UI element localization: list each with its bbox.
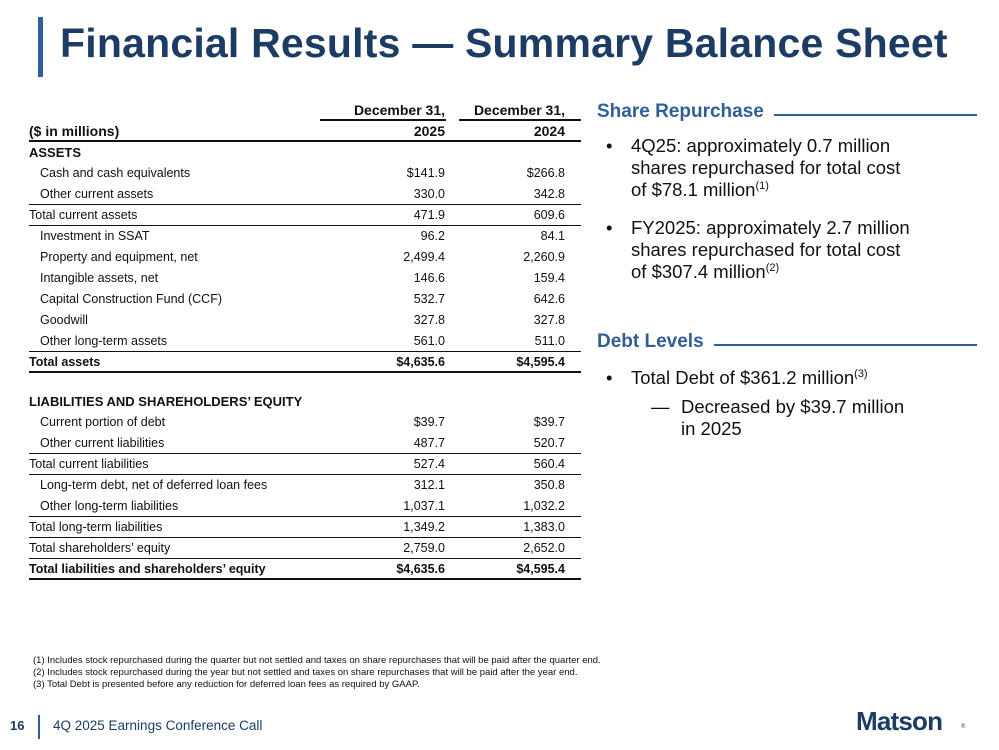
- bullet-line: shares repurchased for total cost: [631, 239, 901, 260]
- sub-bullet-line: in 2025: [681, 418, 742, 439]
- table-header-row-2: [29, 121, 581, 142]
- row-value-2025: 471.9: [413, 208, 445, 222]
- bullet-item: [597, 135, 982, 201]
- bullet-dot-icon: •: [606, 135, 613, 156]
- table-row-subtotal: [29, 538, 581, 559]
- bullet-line: shares repurchased for total cost: [631, 157, 901, 178]
- footnote-ref: (2): [765, 262, 780, 274]
- row-value-2025: $4,635.6: [396, 355, 445, 369]
- dash-icon: —: [651, 396, 670, 417]
- table-row-total: [29, 352, 581, 373]
- bullet-dot-icon: •: [606, 367, 613, 388]
- bullet-dot-icon: •: [606, 217, 613, 238]
- row-label: Cash and cash equivalents: [40, 166, 191, 180]
- row-value-2024: 1,383.0: [523, 520, 565, 534]
- row-value-2024: 342.8: [533, 187, 565, 201]
- row-label: Total current assets: [29, 208, 138, 222]
- row-value-2024: 350.8: [533, 478, 565, 492]
- title-accent-bar: [38, 17, 43, 77]
- footer-title: 4Q 2025 Earnings Conference Call: [53, 718, 263, 733]
- row-value-2025: 532.7: [413, 292, 445, 306]
- row-value-2025: 146.6: [413, 271, 445, 285]
- row-value-2024: 84.1: [540, 229, 565, 243]
- row-label: Other current liabilities: [40, 436, 165, 450]
- units-label: ($ in millions): [29, 123, 120, 139]
- sub-bullet-item: [597, 396, 982, 440]
- row-value-2025: 561.0: [413, 334, 445, 348]
- row-label: Total shareholders’ equity: [29, 541, 171, 555]
- table-row-subtotal: [29, 454, 581, 475]
- liabilities-heading: [29, 391, 581, 412]
- row-label: Capital Construction Fund (CCF): [40, 292, 223, 306]
- row-value-2024: 1,032.2: [523, 499, 565, 513]
- matson-logo: Matson: [856, 706, 943, 736]
- row-label: Other current assets: [40, 187, 154, 201]
- row-label: Total liabilities and shareholders’ equity: [29, 562, 266, 576]
- row-value-2024: 520.7: [533, 436, 565, 450]
- footnote-ref: (3): [854, 368, 868, 380]
- row-value-2025: 1,349.2: [403, 520, 445, 534]
- table-row-subtotal: [29, 205, 581, 226]
- page-title: Financial Results — Summary Balance Sheet: [60, 20, 948, 66]
- row-value-2024: $39.7: [533, 415, 565, 429]
- row-label: Total long-term liabilities: [29, 520, 163, 534]
- table-row: [29, 331, 581, 352]
- col2-header-top: December 31,: [473, 102, 565, 118]
- row-label: Current portion of debt: [40, 415, 166, 429]
- table-row: [29, 412, 581, 433]
- row-value-2025: $141.9: [406, 166, 445, 180]
- bullet-text: Total Debt of $361.2 million: [631, 367, 855, 388]
- table-row-total: [29, 559, 581, 580]
- share-repurchase-header: [597, 101, 982, 125]
- liabilities-heading-label: LIABILITIES AND SHAREHOLDERS’ EQUITY: [29, 394, 303, 409]
- debt-levels-header: [597, 331, 982, 355]
- bullet-text: of $78.1 million: [631, 179, 756, 200]
- debt-levels-heading: Debt Levels: [597, 331, 714, 353]
- row-value-2025: 330.0: [413, 187, 445, 201]
- table-header-row-1: [29, 100, 581, 121]
- table-row: [29, 310, 581, 331]
- page-number: 16: [10, 718, 25, 733]
- table-row: [29, 268, 581, 289]
- row-value-2024: $4,595.4: [516, 355, 565, 369]
- footnote-ref: (1): [755, 180, 769, 192]
- registered-mark: ®: [961, 724, 966, 730]
- table-row-subtotal: [29, 517, 581, 538]
- row-value-2024: $4,595.4: [516, 562, 565, 576]
- bullet-text: of $307.4 million: [631, 261, 766, 282]
- row-value-2025: 2,499.4: [403, 250, 445, 264]
- bullet-item: [597, 217, 982, 283]
- row-value-2024: 560.4: [533, 457, 565, 471]
- footer-divider: [38, 715, 40, 739]
- row-value-2024: 2,260.9: [523, 250, 565, 264]
- table-row: [29, 433, 581, 454]
- footnote: (3) Total Debt is presented before any reduction for deferred loan fees as required by GAAP.: [33, 679, 420, 690]
- sub-bullet-line: Decreased by $39.7 million: [681, 396, 905, 417]
- row-value-2025: 312.1: [413, 478, 445, 492]
- row-label: Property and equipment, net: [40, 250, 198, 264]
- footnote: (1) Includes stock repurchased during the quarter but not settled and taxes on share repurchases that will be paid after the quarter end.: [33, 655, 601, 666]
- assets-heading-label: ASSETS: [29, 145, 82, 160]
- footnote: (2) Includes stock repurchased during the year but not settled and taxes on share repurchases that will be paid after the year end.: [33, 667, 578, 678]
- bullet-line-last: [631, 367, 982, 389]
- bullet-line-last: [631, 261, 982, 283]
- footnotes: [33, 655, 601, 691]
- row-value-2024: 642.6: [533, 292, 565, 306]
- col1-header-top: December 31,: [353, 102, 445, 118]
- row-value-2024: 2,652.0: [523, 541, 565, 555]
- section-spacer: [29, 373, 581, 391]
- share-repurchase-heading: Share Repurchase: [597, 101, 774, 123]
- row-value-2025: $39.7: [413, 415, 445, 429]
- table-row: [29, 226, 581, 247]
- row-value-2025: 1,037.1: [403, 499, 445, 513]
- debt-levels-section: [597, 331, 982, 440]
- bullet-line: FY2025: approximately 2.7 million: [631, 217, 910, 238]
- row-label: Other long-term assets: [40, 334, 168, 348]
- balance-sheet-table: [29, 100, 581, 580]
- row-value-2024: 159.4: [533, 271, 565, 285]
- col1-header-year: 2025: [413, 123, 445, 139]
- table-row: [29, 289, 581, 310]
- bullet-line-last: [631, 179, 982, 201]
- row-value-2024: 609.6: [533, 208, 565, 222]
- table-row: [29, 184, 581, 205]
- table-row: [29, 247, 581, 268]
- row-value-2025: 2,759.0: [403, 541, 445, 555]
- row-value-2025: $4,635.6: [396, 562, 445, 576]
- row-value-2024: 327.8: [533, 313, 565, 327]
- row-value-2024: $266.8: [526, 166, 565, 180]
- row-label: Intangible assets, net: [40, 271, 159, 285]
- row-value-2025: 96.2: [420, 229, 445, 243]
- row-label: Other long-term liabilities: [40, 499, 179, 513]
- table-row: [29, 163, 581, 184]
- share-repurchase-section: [597, 101, 982, 283]
- row-label: Investment in SSAT: [40, 229, 150, 243]
- assets-heading: [29, 142, 581, 163]
- row-label: Goodwill: [40, 313, 88, 327]
- bullet-line: 4Q25: approximately 0.7 million: [631, 135, 891, 156]
- bullet-item: [597, 367, 982, 389]
- row-label: Long-term debt, net of deferred loan fees: [40, 478, 268, 492]
- row-value-2025: 327.8: [413, 313, 445, 327]
- row-label: Total current liabilities: [29, 457, 149, 471]
- row-value-2025: 527.4: [413, 457, 445, 471]
- row-value-2024: 511.0: [534, 334, 565, 348]
- table-row: [29, 496, 581, 517]
- col2-header-year: 2024: [533, 123, 565, 139]
- table-row: [29, 475, 581, 496]
- row-label: Total assets: [29, 355, 101, 369]
- row-value-2025: 487.7: [413, 436, 445, 450]
